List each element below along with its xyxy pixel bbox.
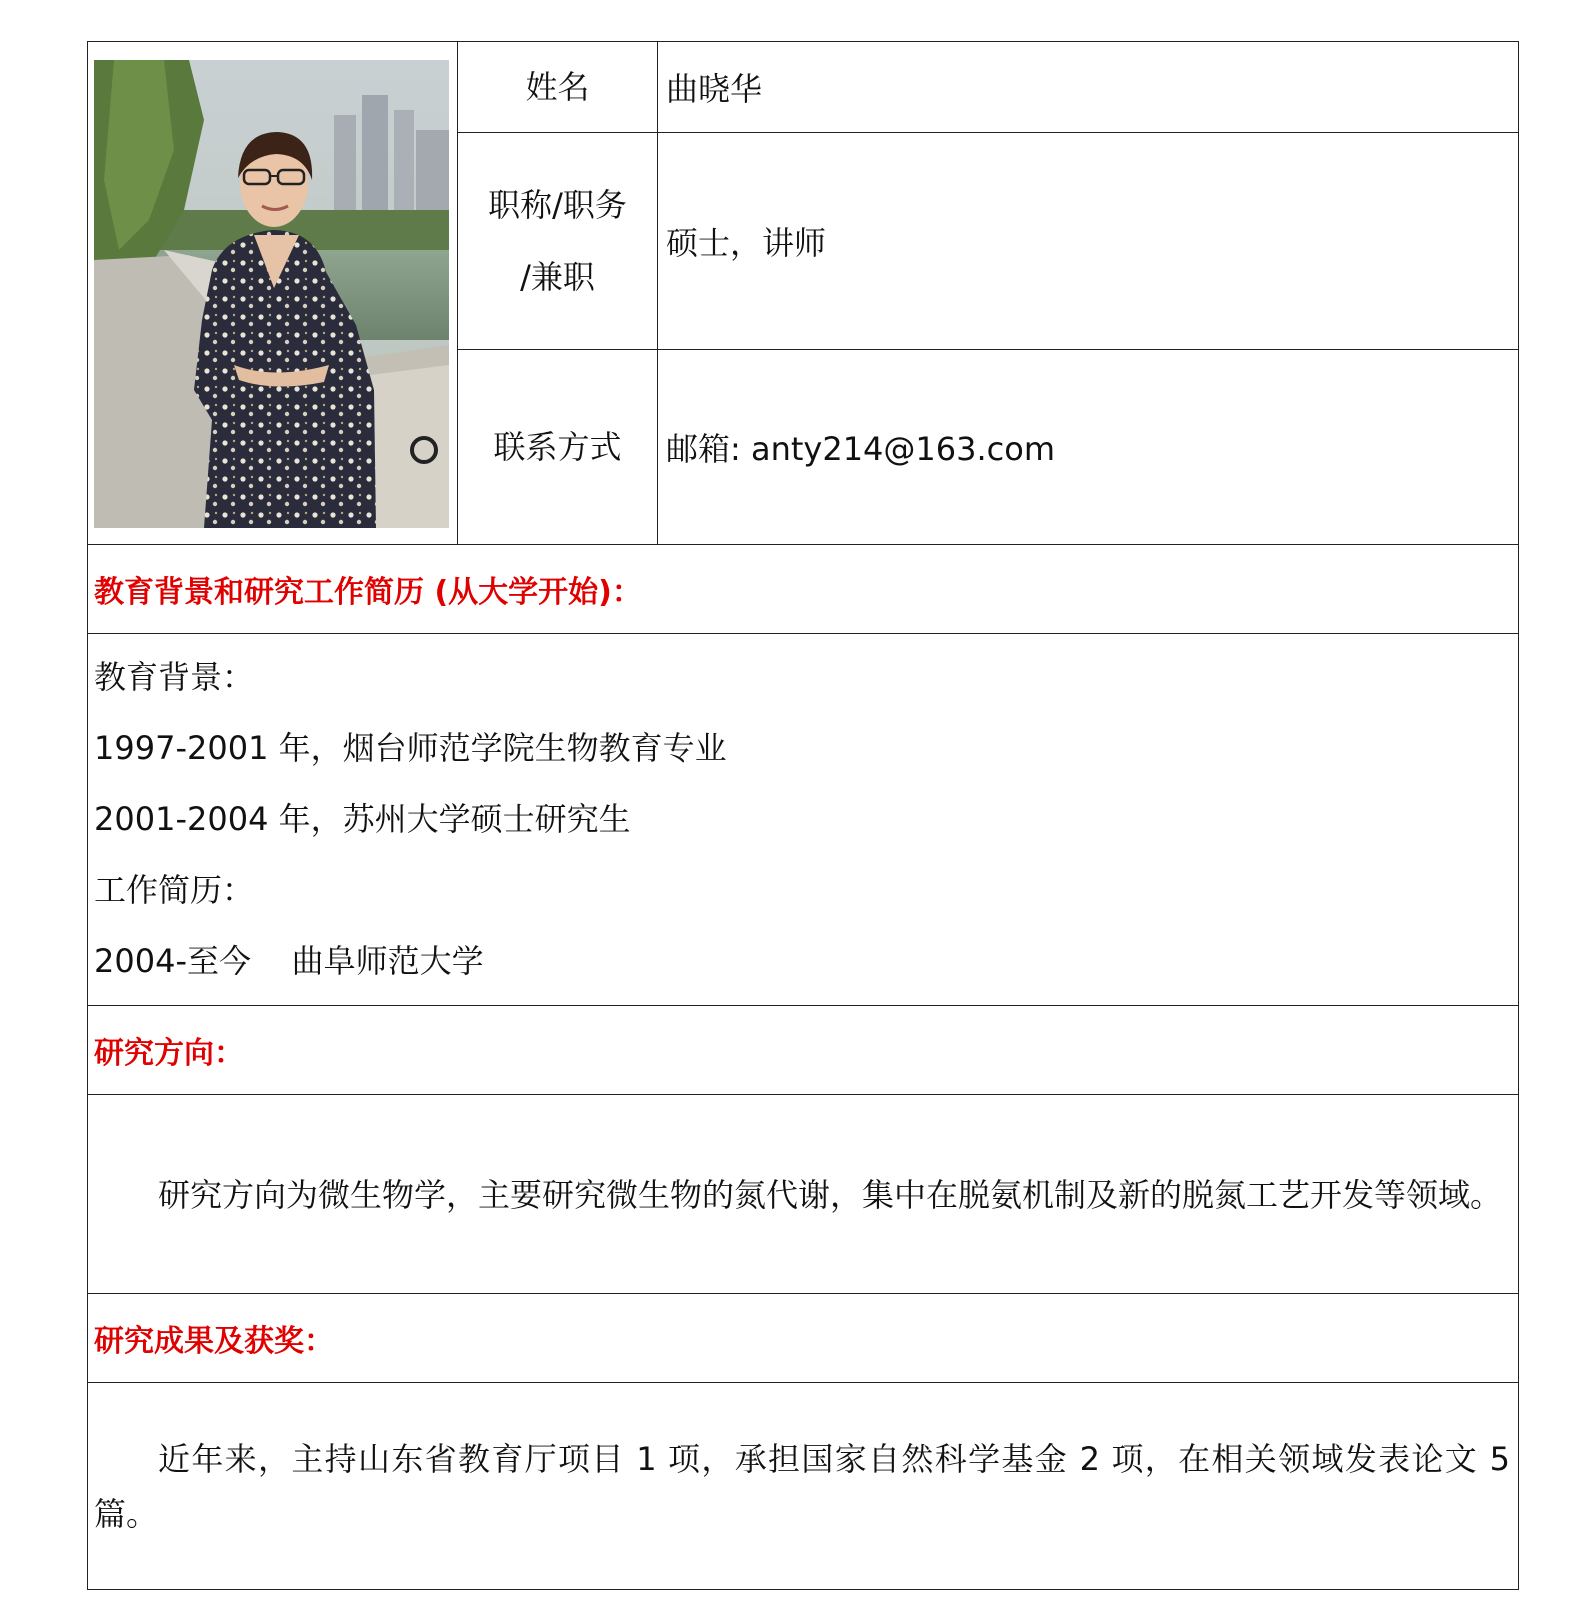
achievements-heading: 研究成果及获奖：: [88, 1294, 1519, 1383]
name-label: 姓名: [458, 42, 658, 133]
title-value: 硕士，讲师: [658, 133, 1519, 350]
contact-value: 邮箱: anty214@163.com: [658, 350, 1519, 545]
work-line-1: 2004-至今 曲阜师范大学: [94, 942, 484, 980]
profile-sheet: [87, 41, 1519, 1590]
achievements-body: [88, 1383, 1519, 1590]
research-heading: 研究方向：: [88, 1006, 1519, 1095]
research-body: [88, 1095, 1519, 1294]
photo-cell: [88, 42, 458, 545]
education-line-2: 2001-2004 年，苏州大学硕士研究生: [94, 800, 631, 838]
work-subheading: 工作简历：: [94, 871, 255, 909]
title-label-line-2: /兼职: [520, 258, 595, 297]
achievements-text: 近年来，主持山东省教育厅项目 1 项，承担国家自然科学基金 2 项，在相关领域发表论文 5 篇。: [94, 1440, 1510, 1533]
research-text: 研究方向为微生物学，主要研究微生物的氮代谢，集中在脱氨机制及新的脱氮工艺开发等领域。: [158, 1175, 1503, 1214]
profile-table: [87, 41, 1519, 1590]
education-subheading: 教育背景：: [94, 658, 255, 696]
education-heading: 教育背景和研究工作简历 (从大学开始)：: [88, 545, 1519, 634]
education-body: [88, 634, 1519, 1006]
profile-photo: [94, 60, 449, 528]
title-label: [458, 133, 658, 350]
title-label-line-1: 职称/职务: [488, 186, 627, 225]
contact-label: 联系方式: [458, 350, 658, 545]
name-value: 曲晓华: [658, 42, 1519, 133]
education-line-1: 1997-2001 年，烟台师范学院生物教育专业: [94, 729, 727, 767]
